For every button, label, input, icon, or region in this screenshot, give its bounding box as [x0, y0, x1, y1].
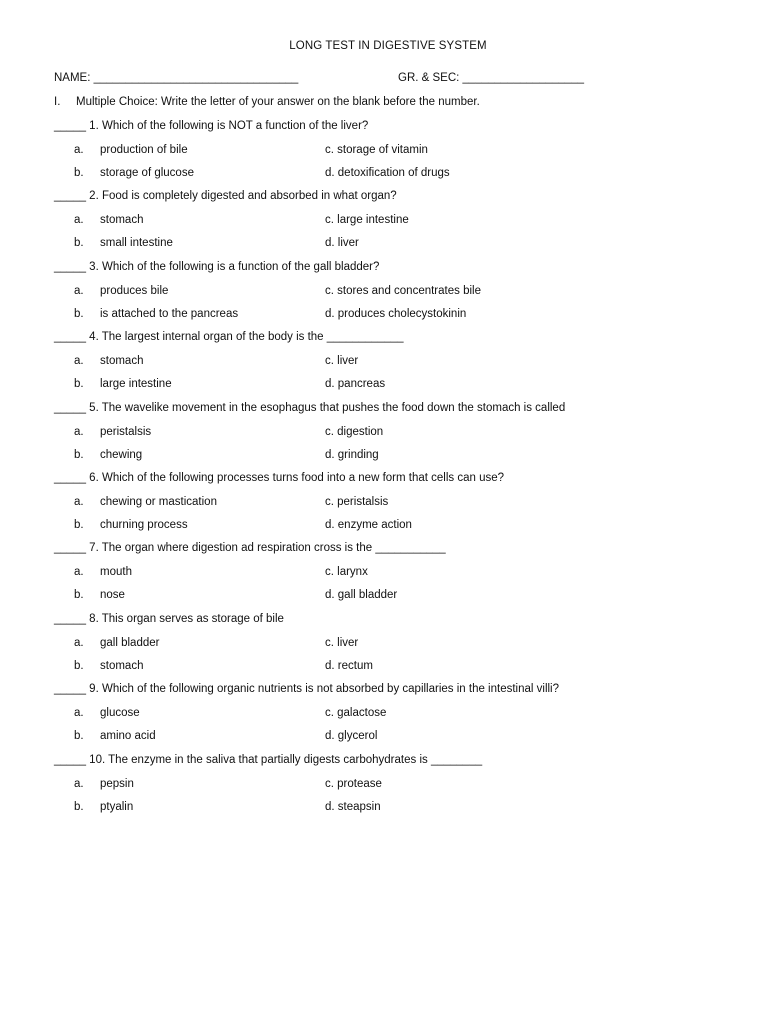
option-d: d. enzyme action [325, 518, 412, 531]
option-text: mouth [100, 566, 132, 579]
option-text: storage of glucose [100, 167, 194, 179]
option-d: d. steapsin [325, 800, 381, 813]
option-c: c. liver [325, 355, 359, 368]
option-text: ptyalin [100, 800, 134, 813]
option-text: chewing [100, 448, 143, 461]
option-d: d. glycerol [325, 730, 378, 743]
option-letter: a. [74, 144, 84, 156]
question-6 [54, 472, 734, 542]
question-stem: _____ 9. Which of the following organic nutrients is not absorbed by capillaries in the intestinal villi? [54, 683, 560, 696]
option-a [74, 355, 143, 367]
option-c: c. digestion [325, 425, 384, 438]
option-letter: a. [74, 425, 84, 438]
option-d: d. detoxification of drugs [325, 167, 450, 179]
section-number: I. [54, 96, 61, 108]
question-stem: _____ 5. The wavelike movement in the esophagus that pushes the food down the stomach is called [54, 401, 566, 414]
option-d: d. pancreas [325, 378, 386, 391]
option-text: pepsin [100, 777, 134, 790]
option-c: c. liver [325, 636, 359, 649]
option-b [74, 237, 173, 249]
option-a [74, 778, 134, 790]
question-5 [54, 402, 734, 472]
option-b [74, 589, 125, 601]
question-stem: _____ 6. Which of the following processes turns food into a new form that cells can use? [54, 471, 505, 484]
option-letter: b. [74, 378, 84, 391]
option-a [74, 637, 159, 649]
option-letter: a. [74, 495, 84, 508]
question-stem: _____ 10. The enzyme in the saliva that partially digests carbohydrates is ________ [54, 753, 483, 766]
instructions [54, 96, 480, 108]
option-d: d. produces cholecystokinin [325, 307, 467, 320]
instructions-text: Multiple Choice: Write the letter of your answer on the blank before the number. [76, 96, 480, 108]
option-text: production of bile [100, 144, 188, 156]
option-text: gall bladder [100, 636, 160, 649]
option-text: stomach [100, 214, 144, 227]
option-a [74, 496, 217, 508]
question-stem: _____ 3. Which of the following is a function of the gall bladder? [54, 260, 380, 273]
option-letter: b. [74, 589, 84, 602]
option-d: d. gall bladder [325, 589, 398, 602]
option-a [74, 566, 132, 578]
option-d: d. liver [325, 237, 359, 250]
option-c: c. storage of vitamin [325, 144, 428, 156]
option-letter: a. [74, 777, 84, 790]
option-letter: b. [74, 659, 84, 672]
option-b [74, 519, 188, 531]
option-letter: a. [74, 707, 84, 720]
option-a [74, 144, 188, 156]
option-letter: a. [74, 355, 84, 368]
option-letter: a. [74, 284, 84, 297]
question-2 [54, 190, 734, 260]
option-letter: a. [74, 214, 84, 227]
option-letter: b. [74, 307, 84, 320]
option-a [74, 285, 168, 297]
question-stem: _____ 8. This organ serves as storage of bile [54, 612, 284, 625]
option-c: c. galactose [325, 707, 387, 720]
option-letter: a. [74, 636, 84, 649]
option-letter: b. [74, 237, 84, 250]
option-letter: b. [74, 448, 84, 461]
question-stem: _____ 2. Food is completely digested and absorbed in what organ? [54, 190, 397, 203]
option-text: small intestine [100, 237, 173, 250]
option-text: stomach [100, 659, 144, 672]
question-3 [54, 261, 734, 331]
option-text: chewing or mastication [100, 495, 217, 508]
option-text: peristalsis [100, 425, 152, 438]
question-stem: _____ 1. Which of the following is NOT a function of the liver? [54, 120, 369, 132]
question-7 [54, 542, 734, 612]
question-stem: _____ 7. The organ where digestion ad respiration cross is the ___________ [54, 542, 446, 555]
question-4 [54, 331, 734, 401]
option-text: is attached to the pancreas [100, 307, 239, 320]
option-c: c. peristalsis [325, 495, 389, 508]
option-text: churning process [100, 518, 188, 531]
option-c: c. protease [325, 777, 382, 790]
grade-section-field: GR. & SEC: ___________________ [398, 72, 585, 84]
option-letter: b. [74, 730, 84, 743]
option-b [74, 660, 143, 672]
option-c: c. stores and concentrates bile [325, 284, 481, 297]
option-b [74, 167, 194, 179]
option-a [74, 214, 143, 226]
option-text: stomach [100, 355, 144, 368]
question-1 [54, 120, 734, 190]
question-8 [54, 613, 734, 683]
question-9 [54, 683, 734, 753]
option-b [74, 378, 172, 390]
option-a [74, 426, 151, 438]
option-b [74, 449, 142, 461]
question-10 [54, 754, 734, 824]
question-stem: _____ 4. The largest internal organ of the body is the ____________ [54, 331, 404, 344]
option-letter: b. [74, 167, 84, 179]
option-text: amino acid [100, 730, 156, 743]
option-text: large intestine [100, 378, 172, 391]
option-text: glucose [100, 707, 140, 720]
option-text: produces bile [100, 284, 169, 297]
name-field: NAME: ________________________________ [54, 72, 299, 84]
option-letter: a. [74, 566, 84, 579]
question-list [54, 120, 734, 824]
option-letter: b. [74, 800, 84, 813]
option-b [74, 308, 238, 320]
option-b [74, 730, 156, 742]
page-title: LONG TEST IN DIGESTIVE SYSTEM [289, 40, 487, 52]
option-c: c. large intestine [325, 214, 409, 227]
option-d: d. rectum [325, 659, 373, 672]
option-text: nose [100, 589, 125, 602]
option-letter: b. [74, 518, 84, 531]
option-c: c. larynx [325, 566, 368, 579]
option-a [74, 707, 140, 719]
option-b [74, 801, 133, 813]
option-d: d. grinding [325, 448, 379, 461]
